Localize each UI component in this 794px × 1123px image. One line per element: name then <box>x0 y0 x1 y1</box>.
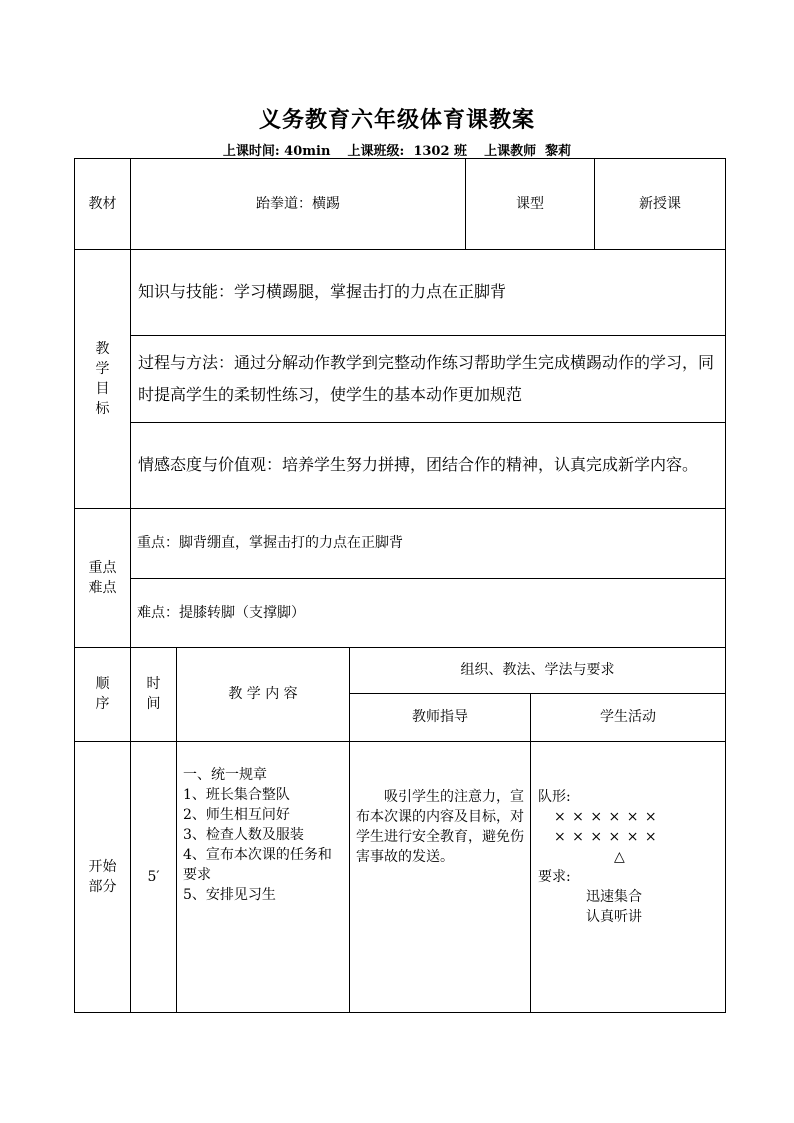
header-content: 教 学 内 容 <box>228 686 298 702</box>
lesson-table <box>74 158 726 1013</box>
teacher-name: 上课教师 黎莉 <box>484 144 572 159</box>
difficult-point: 难点：提膝转脚（支撑脚） <box>137 604 305 621</box>
objective-process: 过程与方法：通过分解动作教学到完整动作练习帮助学生完成横踢动作的学习，同时提高学生的柔韧性练习，使学生的基本动作更加规范 <box>138 352 715 404</box>
header-order: 顺序 <box>95 676 110 712</box>
requirement-label: 要求: <box>538 869 571 885</box>
keypoints-label: 重点难点 <box>88 559 117 596</box>
key-point: 重点：脚背绷直，掌握击打的力点在正脚背 <box>137 535 403 551</box>
page-title: 义务教育六年级体育课教案 <box>258 107 535 133</box>
formation-row: × × × × × × <box>554 809 658 825</box>
header-student-activity: 学生活动 <box>600 709 656 725</box>
start-section-student <box>538 787 720 1007</box>
lesson-type-label: 课型 <box>516 196 544 212</box>
class-time: 上课时间: 40min <box>222 144 331 159</box>
start-section-teacher: 吸引学生的注意力，宣布本次课的内容及目标，对学生进行安全教育，避免伤害事故的发送。 <box>356 789 524 865</box>
objectives-label: 教学目标 <box>95 340 110 417</box>
header-organization: 组织、教法、学法与要求 <box>460 662 615 678</box>
formation-label: 队形: <box>538 789 571 805</box>
lesson-meta <box>0 140 794 159</box>
lesson-type-value: 新授课 <box>639 196 681 212</box>
objective-emotion: 情感态度与价值观：培养学生努力拼搏，团结合作的精神，认真完成新学内容。 <box>138 455 699 474</box>
objective-knowledge: 知识与技能：学习横踢腿，掌握击打的力点在正脚背 <box>138 282 507 301</box>
material-label: 教材 <box>88 196 117 212</box>
header-time: 时间 <box>146 676 161 712</box>
requirement-item: 认真听讲 <box>586 909 642 925</box>
teacher-position-icon: △ <box>614 849 625 865</box>
start-section-label: 开始部分 <box>88 858 117 895</box>
start-section-time: 5′ <box>147 868 160 885</box>
class-group: 上课班级: 1302 班 <box>347 144 468 159</box>
material-content: 跆拳道：横踢 <box>256 196 340 212</box>
formation-row: × × × × × × <box>554 829 658 845</box>
requirement-item: 迅速集合 <box>586 889 642 905</box>
start-section-content: 一、统一规章 1、班长集合整队 2、师生相互问好 3、检查人数及服装 4、宣布本次课的任务和要求 5、安排见习生 <box>183 767 332 903</box>
header-teacher-guidance: 教师指导 <box>412 709 468 725</box>
